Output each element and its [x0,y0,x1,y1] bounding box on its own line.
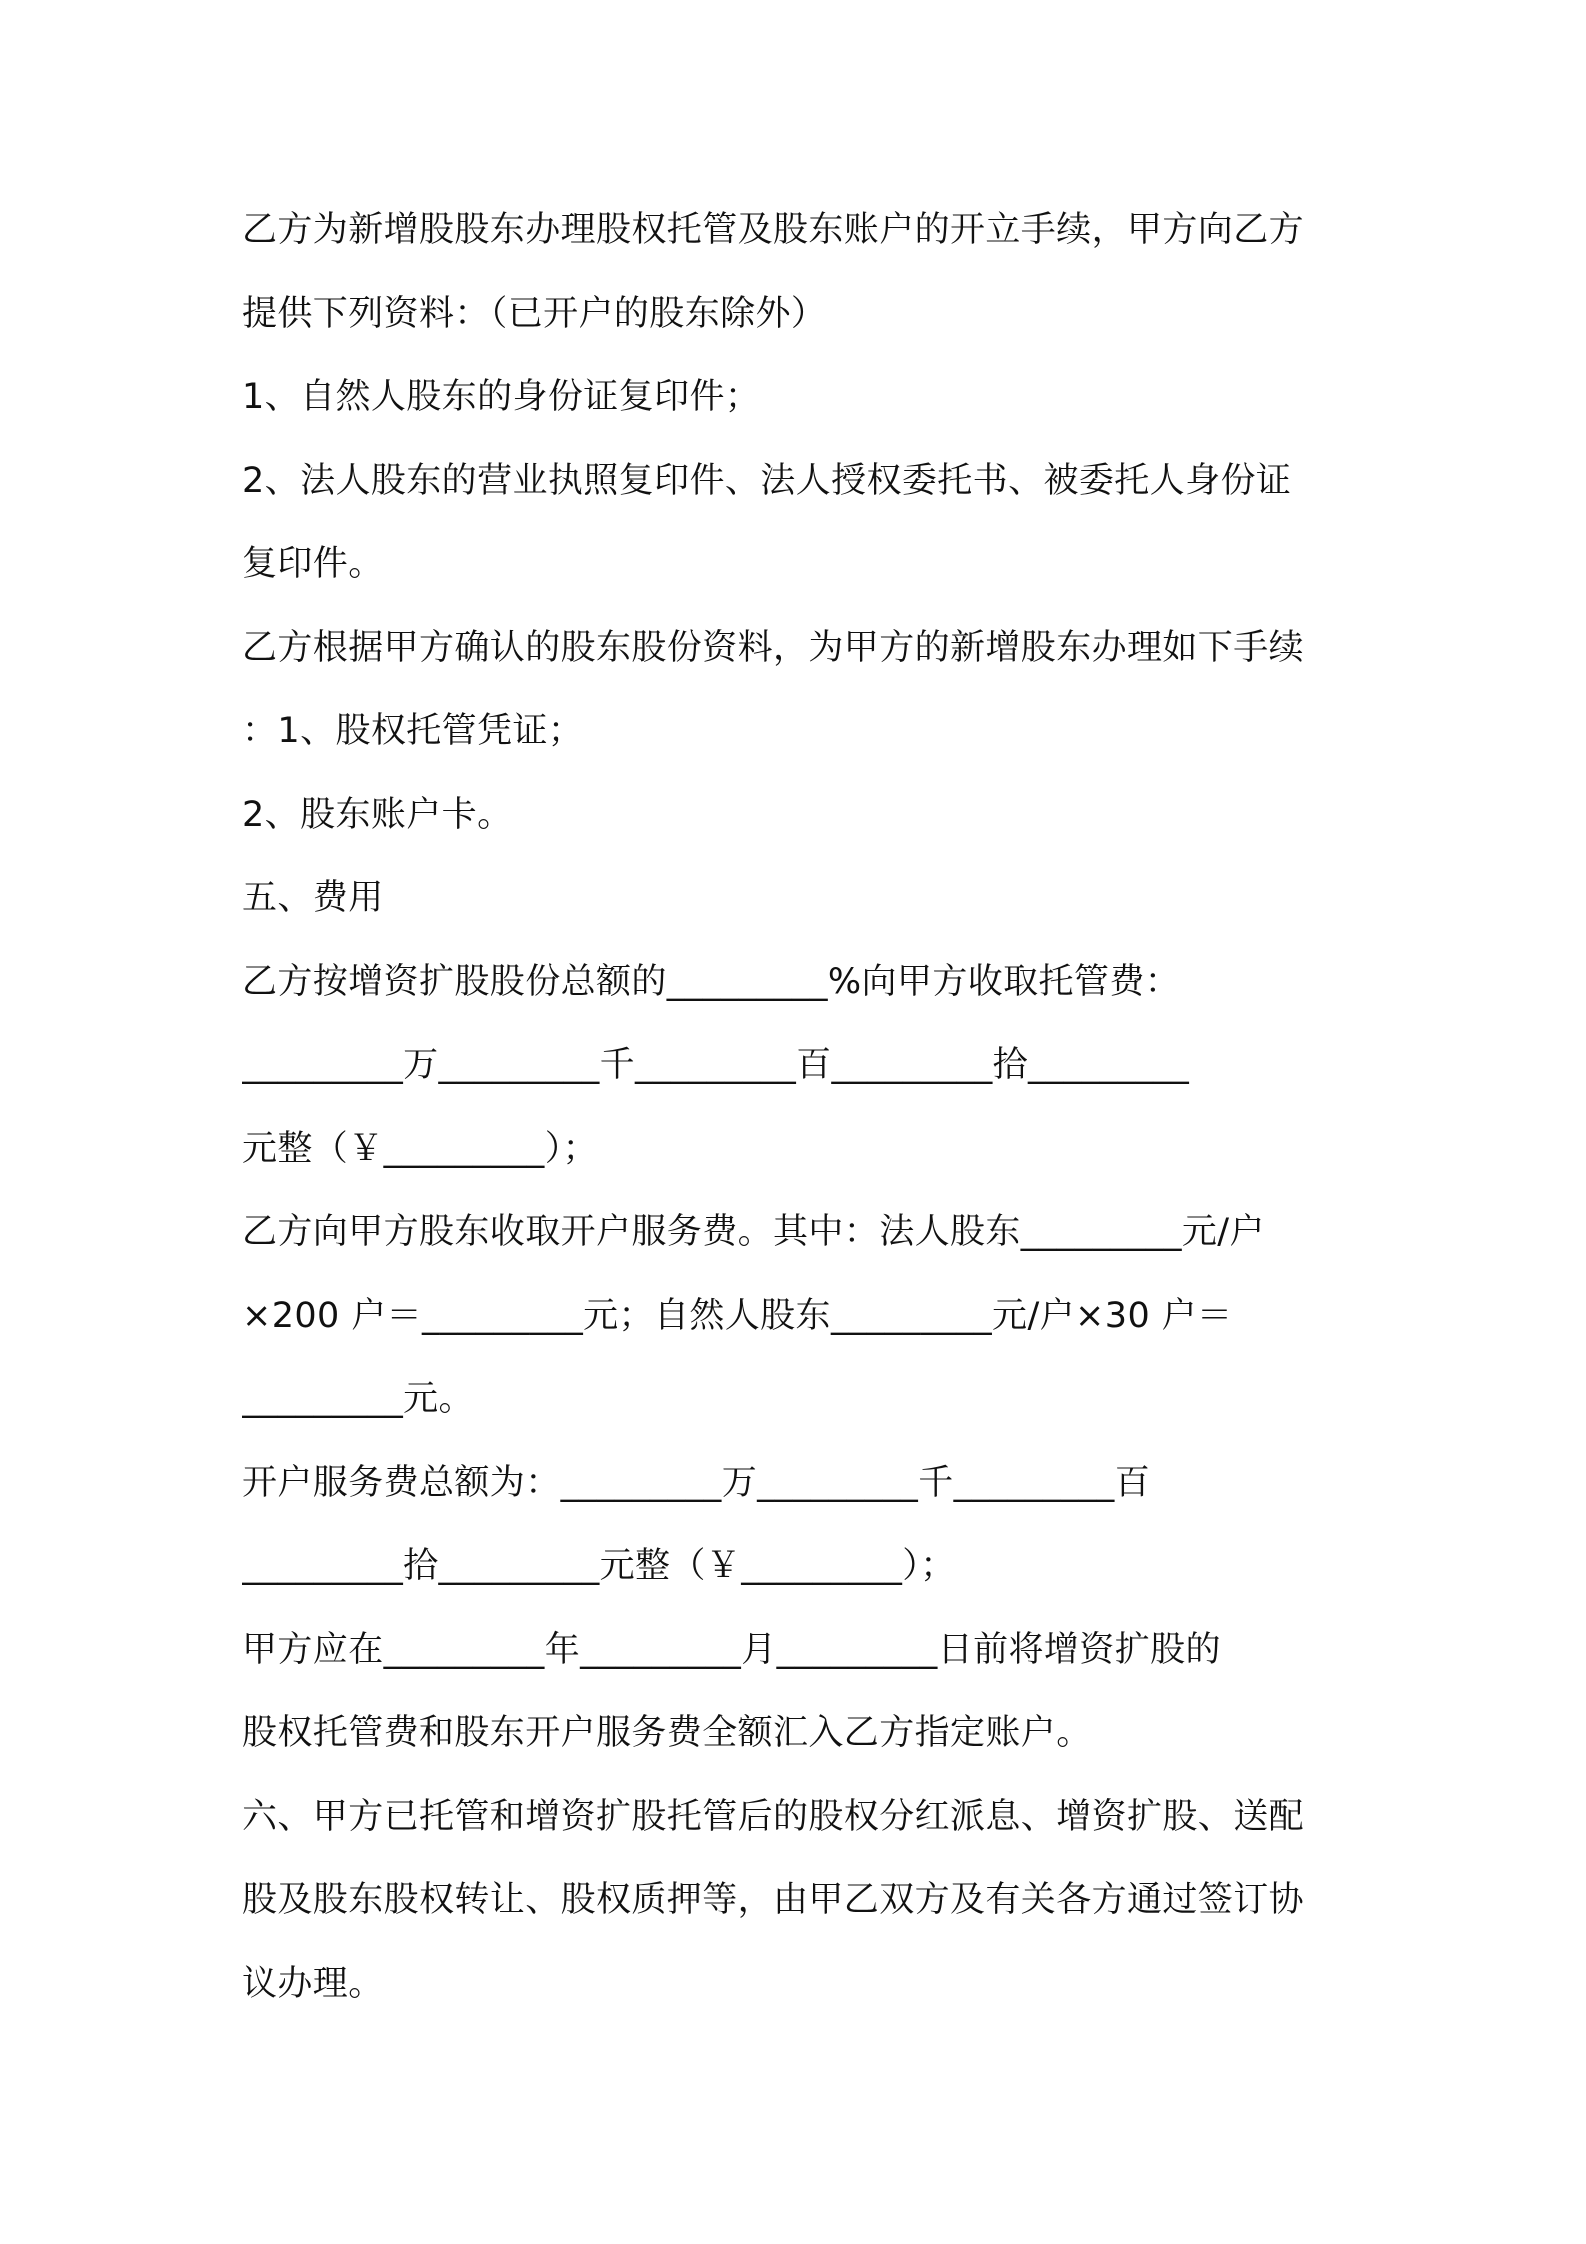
paragraph-line: 乙方按增资扩股股份总额的_________%向甲方收取托管费： [242,961,1181,1002]
list-item-line: 2、股东账户卡。 [242,794,513,835]
paragraph-line: _________万_________千_________百_________拾_________ [242,1045,1190,1085]
paragraph-line: ×200 户＝_________元；自然人股东_________元/户×30 户＝ [242,1295,1233,1336]
paragraph-line: 甲方应在_________年_________月_________日前将增资扩股的 [242,1629,1221,1670]
paragraph-line: 股及股东股权转让、股权质押等，由甲乙双方及有关各方通过签订协 [242,1880,1305,1920]
list-item-line: ：1、股权托管凭证； [242,711,584,751]
paragraph-line: 提供下列资料：（已开户的股东除外） [242,293,827,334]
paragraph-line: 开户服务费总额为：_________万_________千_________百 [242,1462,1151,1503]
section-heading: 五、费用 [242,878,384,918]
paragraph-line: 乙方向甲方股东收取开户服务费。其中：法人股东_________元/户 [242,1212,1265,1252]
paragraph-line: 乙方为新增股股东办理股权托管及股东账户的开立手续，甲方向乙方 [242,210,1305,250]
paragraph-line: 股权托管费和股东开户服务费全额汇入乙方指定账户。 [242,1713,1092,1753]
paragraph-line: 乙方根据甲方确认的股东股份资料，为甲方的新增股东办理如下手续 [242,627,1305,668]
list-item-line: 2、法人股东的营业执照复印件、法人授权委托书、被委托人身份证 [242,460,1292,501]
list-item-line: 复印件。 [242,544,384,584]
section-heading: 六、甲方已托管和增资扩股托管后的股权分红派息、增资扩股、送配 [242,1796,1305,1837]
document-body [242,194,1372,2031]
paragraph-line: 元整（￥_________）； [242,1128,599,1169]
paragraph-line: _________元。 [242,1379,474,1419]
paragraph-line: _________拾_________元整（￥_________）； [242,1546,956,1586]
list-item-line: 1、自然人股东的身份证复印件； [242,377,761,417]
paragraph-line: 议办理。 [242,1963,384,2004]
